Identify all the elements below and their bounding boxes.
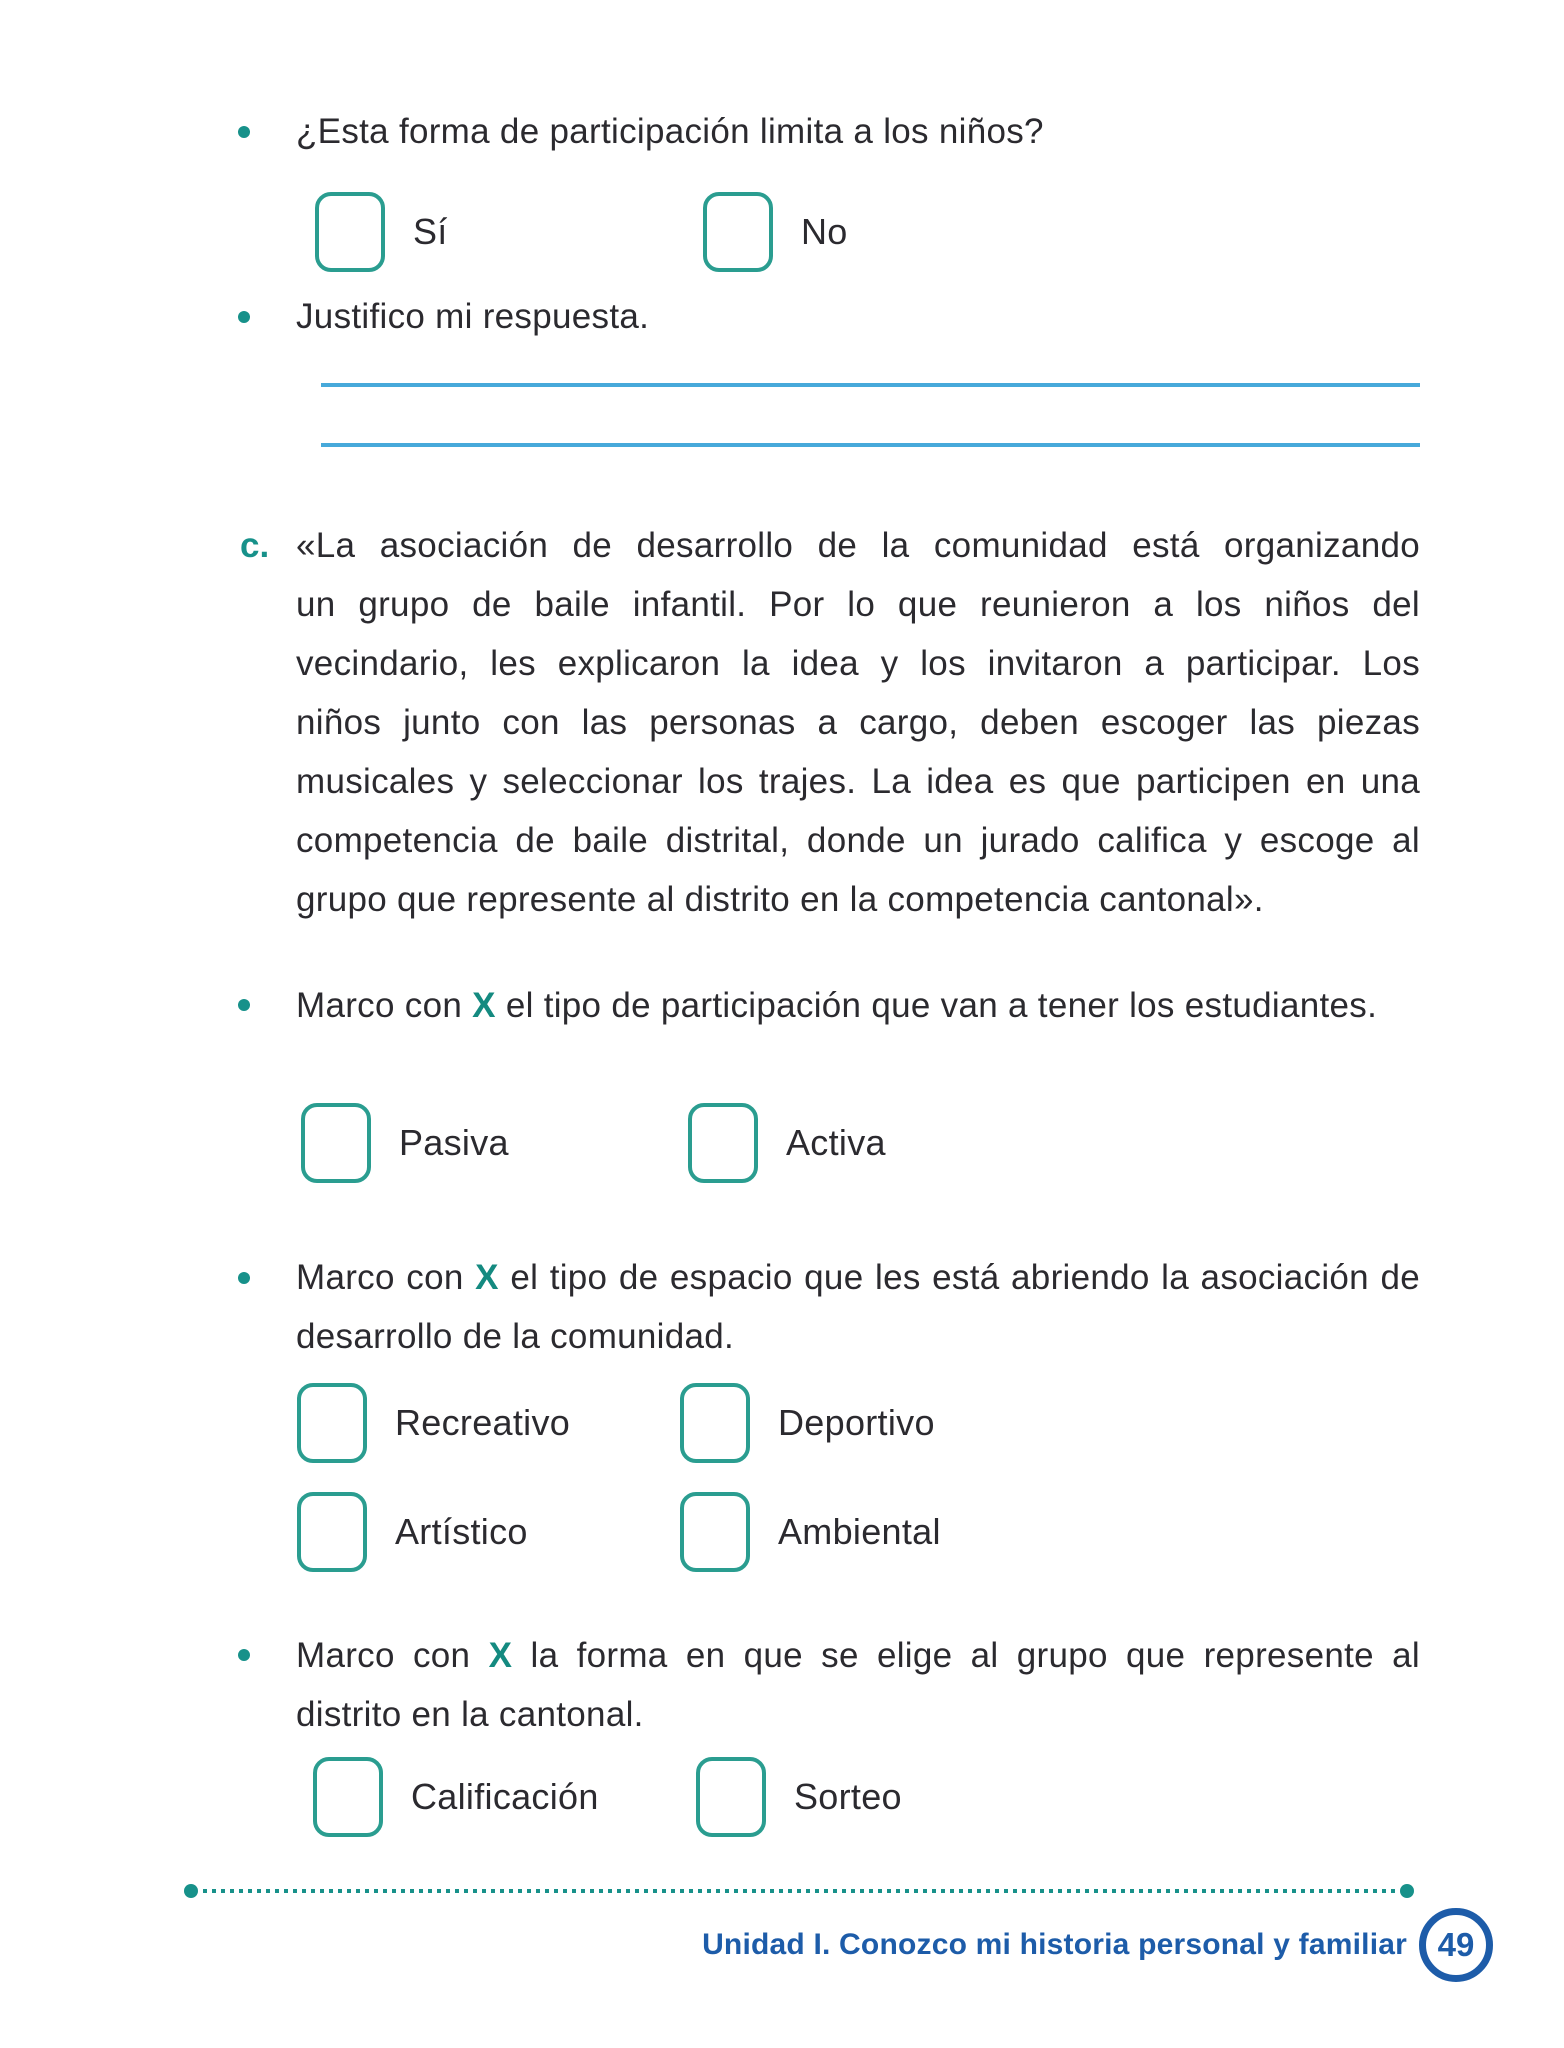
case-c-line: competencia de baile distrital, donde un jurado califica y escoge al: [296, 821, 1420, 860]
checkbox-recreativo-label: Recreativo: [395, 1402, 571, 1443]
checkbox-artistico[interactable]: [297, 1492, 367, 1572]
question-limit-text: ¿Esta forma de participación limita a los niños?: [296, 112, 1044, 151]
checkbox-si-label: Sí: [413, 211, 448, 252]
checkbox-ambiental[interactable]: [680, 1492, 750, 1572]
checkbox-pasiva-label: Pasiva: [399, 1122, 509, 1163]
mark-space-text: [296, 1248, 1420, 1366]
footer-separator: [184, 1884, 1414, 1898]
instruction-prefix: Marco con: [296, 1636, 471, 1675]
bullet-icon: [238, 1272, 250, 1284]
option-recreativo: [297, 1383, 570, 1463]
option-ambiental: [680, 1492, 941, 1572]
answer-line-2[interactable]: [321, 443, 1420, 447]
x-mark: X: [475, 1258, 499, 1297]
checkbox-no[interactable]: [703, 192, 773, 272]
bullet-icon: [238, 999, 250, 1011]
instruction-prefix: Marco con: [296, 986, 463, 1025]
case-c-line: grupo que represente al distrito en la competencia cantonal».: [296, 880, 1264, 919]
answer-line-1[interactable]: [321, 383, 1420, 387]
page-number-badge: [1419, 1908, 1493, 1982]
checkbox-no-label: No: [801, 211, 848, 252]
bullet-icon: [238, 1649, 250, 1661]
checkbox-sorteo[interactable]: [696, 1757, 766, 1837]
x-mark: X: [488, 1636, 513, 1675]
checkbox-activa[interactable]: [688, 1103, 758, 1183]
option-deportivo: [680, 1383, 935, 1463]
item-c-marker: c.: [240, 526, 270, 565]
checkbox-artistico-label: Artístico: [395, 1511, 528, 1552]
instruction-suffix: el tipo de participación que van a tener los estudiantes.: [505, 986, 1378, 1025]
instruction-suffix: la forma en que se elige al grupo que represente al distrito en la cantonal.: [296, 1636, 1420, 1734]
checkbox-calificacion[interactable]: [313, 1757, 383, 1837]
checkbox-sorteo-label: Sorteo: [794, 1776, 902, 1817]
option-activa: [688, 1103, 886, 1183]
instruction-suffix: el tipo de espacio que les está abriendo la asociación de desarrollo de la comunidad.: [296, 1258, 1420, 1356]
option-no: [703, 192, 848, 272]
checkbox-si[interactable]: [315, 192, 385, 272]
case-c-line: vecindario, les explicaron la idea y los invitaron a participar. Los: [296, 644, 1420, 683]
case-c-line: musicales y seleccionar los trajes. La idea es que participen en una: [296, 762, 1420, 801]
option-calificacion: [313, 1757, 599, 1837]
checkbox-deportivo[interactable]: [680, 1383, 750, 1463]
case-c-line: «La asociación de desarrollo de la comunidad está organizando: [296, 526, 1420, 565]
bullet-icon: [238, 311, 250, 323]
page-number: 49: [1437, 1926, 1475, 1963]
separator-end-dot-icon: [184, 1884, 198, 1898]
checkbox-calificacion-label: Calificación: [411, 1776, 599, 1817]
option-pasiva: [301, 1103, 509, 1183]
separator-end-dot-icon: [1400, 1884, 1414, 1898]
option-artistico: [297, 1492, 528, 1572]
case-c-line: niños junto con las personas a cargo, deben escoger las piezas: [296, 703, 1420, 742]
option-sorteo: [696, 1757, 902, 1837]
question-justify-text: Justifico mi respuesta.: [296, 297, 650, 336]
checkbox-pasiva[interactable]: [301, 1103, 371, 1183]
x-mark: X: [472, 986, 496, 1025]
case-c-paragraph: [296, 516, 1420, 929]
instruction-prefix: Marco con: [296, 1258, 464, 1297]
checkbox-deportivo-label: Deportivo: [778, 1402, 935, 1443]
checkbox-activa-label: Activa: [786, 1122, 886, 1163]
unit-title: Unidad I. Conozco mi historia personal y familiar: [702, 1928, 1407, 1961]
case-c-line: un grupo de baile infantil. Por lo que reunieron a los niños del: [296, 585, 1420, 624]
page-footer: [702, 1908, 1493, 1982]
checkbox-ambiental-label: Ambiental: [778, 1511, 941, 1552]
separator-dotted-line: [203, 1889, 1395, 1893]
option-si: [315, 192, 448, 272]
checkbox-recreativo[interactable]: [297, 1383, 367, 1463]
mark-participation-text: [296, 976, 1420, 1035]
mark-selection-text: [296, 1626, 1420, 1744]
bullet-icon: [238, 126, 250, 138]
